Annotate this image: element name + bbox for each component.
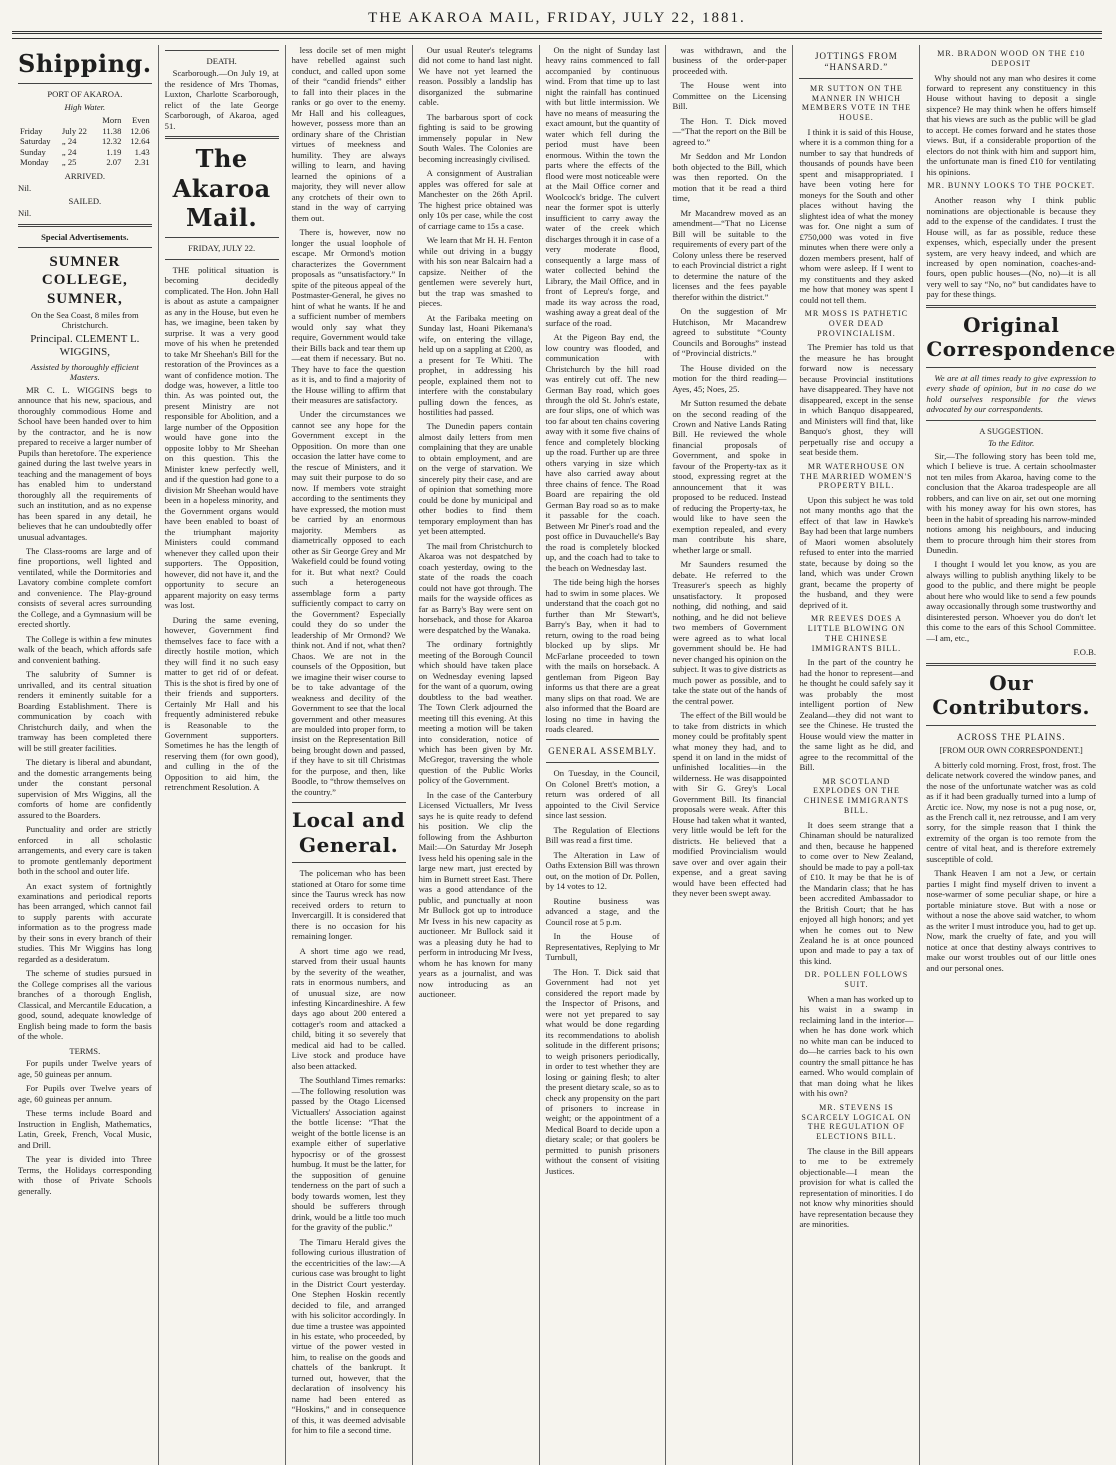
letter-paragraph: Sir,—The following story has been told me, which I believe is true. A certain schoolmaster not ten miles from Akaroa, having come to the conclusion that the Akaroa tradespeople are all robbers, and can live on air, set out one morning with his money away for his own stores, has been in the habit of spreading his narrow-minded notions among his neighbours, and inducing them to procure through him their stores from Dunedin. (926, 450, 1096, 555)
college-subtitle: On the Sea Coast, 8 miles from Christchurch. (31, 309, 139, 331)
jotting-subhead: MR. BUNNY LOOKS TO THE POCKET. (927, 181, 1095, 191)
tide-header-row (18, 115, 152, 125)
terms-title: TERMS. (69, 1045, 101, 1056)
letter-title: A SUGGESTION. (979, 425, 1044, 436)
article-paragraph: A bitterly cold morning. Frost, frost, frost. The delicate network covered the window panes, and the nose of the unfortunate watcher was as cold as if it had been gradually turned into a lump of Arctic ice. Now, my nose is not a pug nose, or, as the French call it, nez retrousse, and I am very sorry, for the simple reason that I think the extremity of the organ is too remote from the centre of vital heat, and is therefore extremely susceptible of cold. (926, 759, 1096, 864)
news-item: The Southland Times remarks:—The following resolution was passed by the Otago Licensed Victuallers' Association against the bottle license: “That the weight of the bottle license is an example either of superlative hypocrisy or of the grossest humbug. It must be the latter, for the supposition of genuine tenderness on the part of such a body towards women, lest they should be sufferers through drink, would be a little too much for the gravity of the public.” (291, 1075, 406, 1233)
death-notice: Scarborough.—On July 19, at the residence of Mrs Thomas, Luxton, Charlotte Scarborough, relict of the late George Scarborough, of Akaroa, aged 51. (164, 68, 279, 131)
terms-item: These terms include Board and Instruction in English, Mathematics, Latin, Greek, French, Vocal Music, and Drill. (18, 1108, 152, 1150)
tide-morn: 1.19 (106, 146, 122, 157)
masthead (12, 10, 1102, 39)
tide-day: Friday (20, 125, 43, 136)
divider (165, 50, 279, 51)
article-paragraph: Thank Heaven I am not a Jew, or certain parties I might find myself driven to invent a nose-warmer of some peculiar shape, or hire a portable miniature stove. But with a nose or without a nose the above said watcher, to whom as the writer I must introduce you, had to get up. Now, mark the cruelty of fate, and you will notice at once that destiny always contrives to make our worst troubles out of our little ones and our personal ones. (926, 868, 1096, 973)
assembly-item: Mr Saunders resumed the debate. He referred to the Treasurer's speech as highly unsatisfactory. It proposed nothing, did nothing, and said nothing, and he did not believe two members of Government were agreed as to what local government should be. He had never changed his opinion on the subject. It was to give districts as much power as possible, and to take the state out of the hands of the central power. (672, 559, 787, 706)
news-item: A consignment of Australian apples was offered for sale at Manchester on the 26th April. The highest price obtained was only 10s per case, while the cost of carriage came to 15s a case. (418, 168, 533, 231)
tide-date: July 22 (61, 125, 87, 136)
our-contributors-heading: Our Contributors. (932, 670, 1090, 720)
assembly-item: The Hon. T. Dick moved—“That the report on the Bill be agreed to.” (672, 115, 787, 147)
news-item: The barbarous sport of cock fighting is said to be growing immensely popular in New South Wales. The Colonies are becoming increasingly civilised. (418, 111, 533, 164)
ad-paragraph: The salubrity of Sumner is unrivalled, and its central situation renders it eminently suitable for a Boarding Establishment. There is communication by coach with Christchurch daily, and when the tramway has been completed there will be still greater facilities. (18, 669, 152, 753)
editorial-dateline: FRIDAY, JULY 22. (188, 243, 256, 254)
jotting-subhead: MR. BRADON WOOD ON THE £10 DEPOSIT (937, 49, 1086, 68)
tide-row (18, 157, 152, 167)
assembly-item: Mr Macandrew moved as an amendment—“That no License Bill will be suitable to the requirements of every part of the Colony unless there be reserved to each Provincial district a right to determine the nature of the licenses and the fees payable therefor within the district.” (672, 207, 787, 302)
news-item: The mail from Christchurch to Akaroa was not despatched by coach yesterday, owing to the state of the roads the coach could not have got through. The mails for the wayside offices as far as Barry's Bay were sent on horseback, and those for Akaroa were despatched by the Wanaka. (418, 540, 533, 635)
column-3 (286, 45, 413, 1465)
ad-paragraph: The scheme of studies pursued in the College comprises all the various branches of a thorough English, Classical, and Mercantile Education, a good, sound, adequate knowledge of English being made to form the basis of the whole. (18, 968, 152, 1042)
column-1 (12, 45, 159, 1465)
tide-morn: 2.07 (106, 157, 122, 168)
special-ads-heading: Special Advertisements. (41, 231, 129, 242)
divider (165, 237, 279, 238)
ad-paragraph: MR C. L. WIGGINS begs to announce that his new, spacious, and thoroughly commodious Home and School have been handed over to him by the contractor, and he is now prepared to receive a larger number of Pupils than heretofore. The experience gained during the last twelve years in teaching and the management of boys has enabled him to understand thoroughly all the requirements of such an institution, and as no expense has been spared in any detail, he believes that he can undoubtedly offer unusual advantages. (18, 384, 152, 542)
news-item: The policeman who has been stationed at Otaro for some time since the Taurus wreck has now received orders to return to Invercargill. It is considered that there is no occasion for his remaining longer. (291, 868, 406, 942)
column-8 (920, 45, 1116, 1465)
assembly-item: was withdrawn, and the business of the order-paper proceeded with. (672, 45, 787, 76)
ad-paragraph: The Class-rooms are large and of fine proportions, well lighted and ventilated, while the Dormitories and Lavatory combine complete comfort and convenience. The Play-ground consists of several acres surrounding the College, and a Gymnasium will be erected shortly. (18, 545, 152, 630)
college-title: SUMNER COLLEGE, SUMNER, (41, 254, 128, 307)
editorial-paragraph: There is, however, now no longer the usual loophole of escape. Mr Ormond's motion characterizes the Government proposals as “unsatisfactory.” In spite of the piteous appeal of the Postmaster-General, he gives no hint of what he wants. If he and a sufficient number of members would only say what they require, Government would take their Bills back and tear them up—eat them if necessary. But no. They have to face the question as it is, and to find a majority of the House willing to affirm that their measures are satisfactory. (291, 227, 406, 405)
article-title: ACROSS THE PLAINS. (956, 731, 1066, 742)
masthead-rule (12, 31, 1102, 34)
assembly-item: The House went into Committee on the Licensing Bill. (672, 80, 787, 112)
editor-disclaimer: We are at all times ready to give expression to every shade of opinion, but in no case do we hold ourselves responsible for the views advocated by our correspondents. (926, 372, 1096, 415)
column-2 (159, 45, 286, 1465)
news-item: The ordinary fortnightly meeting of the Borough Council which should have taken place on Wednesday evening lapsed for the want of a quorum, owing doubtless to the bad weather. The Town Clerk adjourned the meeting till this evening. At this meeting a motion will be taken into consideration, notice of which has been given by Mr. McGregor, traversing the whole question of the Public Works policy of the Government. (418, 639, 533, 786)
divider (18, 247, 152, 248)
tide-morn: 11.38 (102, 125, 122, 136)
jotting-subhead: MR. STEVENS IS SCARCELY LOGICAL ON THE REGULATION OF ELECTIONS BILL. (801, 1102, 912, 1142)
tide-even: 1.43 (134, 146, 150, 157)
tide-row (18, 126, 152, 136)
news-item: At the Pigeon Bay end, the low country was flooded, and communication with Christchurch by the hill road was entirely cut off. The new German Bay road, which goes through the old St. John's estate, are four slips, one of which was too far about ten chains covering away with it some five chains of fence and completely blocking up the road. Further up are three others varying in size which have also carried away about three chains of fence. The Road Board are repairing the old German Bay road so as to make it passable for the coach. Between Mr Piner's road and the post office in Duvauchelle's Bay the road is completely blocked up, and the coach had to take to the beach on Wednesday last. (545, 332, 660, 573)
editorial-paragraph: Under the circumstances we cannot see any hope for the Government except in the Opposition. On more than one occasion the latter have come to the rescue of Ministers, and it may suit their purpose to do so now. If members vote straight according to the sentiments they have expressed, the motion must be carried by an enormous majority. Members as diametrically opposed to each other as Sir George Grey and Mr Wakefield could be found voting for it. But what next? Could such a heterogeneous assemblage form a party sufficiently compact to carry on the Government? Especially could they do so under the leadership of Mr Ormond? We think not. And if not, what then? Chaos. We are not in the counsels of the Opposition, but we imagine their wiser course to be to take advantage of the weakness and decility of the Government to see that the local government and other measures are moulded into proper form, to insist on the Representation Bill being brought down and passed, if they have to sit till Christmas for the purpose, and then, like Boodle, to “throw themselves on the country.” (291, 409, 406, 797)
column-4 (413, 45, 540, 1465)
letter-to: To the Editor. (988, 438, 1035, 449)
news-item: We learn that Mr H. H. Fenton while out driving in a buggy with his son near Balcairn had a capsize. Neither of the gentlemen were severely hurt, but the trap was smashed to pieces. (418, 235, 533, 309)
assembly-item: The House divided on the motion for the third reading—Ayes, 45; Noes, 25. (672, 362, 787, 394)
news-item: A short time ago we read, starved from their usual haunts by the severity of the weather, rats in enormous numbers, and of unusual size, are now infesting Kincardineshire. A few days ago about 200 entered a cottager's room and attacked a child, biting it so severely that medical aid had to be called. Live stock and produce have also been attacked. (291, 945, 406, 1071)
assembly-item: The Alteration in Law of Oaths Extension Bill was thrown out, on the motion of Dr. Pollen, by 14 votes to 12. (545, 849, 660, 892)
jotting-subhead: MR SCOTLAND EXPLODES ON THE CHINESE IMMIGRANTS BILL. (803, 776, 910, 815)
divider (165, 136, 279, 139)
tide-even: 2.31 (134, 157, 150, 168)
tide-row (18, 147, 152, 157)
tide-date: „ 24 (61, 136, 77, 147)
news-item: Our usual Reuter's telegrams did not come to hand last night. We have not yet learned the reason. Possibly a landslip has disorganized the submarine cable. (418, 45, 533, 108)
principal-sub: Assisted by thoroughly efficient Masters. (30, 361, 139, 383)
jotting-paragraph: The Premier has told us that the measure he has brought forward now is necessary because Provincial institutions have disappeared. They have not disappeared, except in the sense in which Banquo disappeared, and Ministers will find that, like Banquo's ghost, they will perpetually rise and occupy a seat beside them. (799, 342, 914, 458)
local-general-heading: Local and General. (292, 808, 406, 857)
tide-col-morn: Morn (102, 115, 122, 126)
editorial-paragraph: THE political situation is becoming decidedly complicated. The Hon. John Hall is about as astute a campaigner as any in the House, but even he has, we imagine, been taken by surprise. It was a very good move of his when he pretended to take Mr Sheehan's Bill for the restoration of the Provinces as a want of confidence motion. The dodge was, however, a little too thin. As was pointed out, the present Ministry are not responsible for Abolition, and a large number of the Opposition would have gone into the opposite lobby to Mr Sheehan on this question. This the Minister knew perfectly well, and if the question had gone to a division Mr Sheehan would have been in a hopeless minority, and the Government organs would have been enabled to boast of the triumphant majority Ministers could command whenever they called upon their supporters. The Opposition, however, did not have it, and the opportunity to secure an apparent majority on easy terms was lost. (164, 264, 279, 611)
jotting-paragraph: I think it is said of this House, where it is a common thing for a number to say that hundreds of thousands of pounds have been spent and misappropriated. I have been voting here for moneys for the South and other places without having the slightest idea of what the money was for. One night a sum of £750,000 was voted in five minutes when there were only a dozen members present, half of whom were asleep. If I went to my constituents and they asked me how that money was spent I could not tell them. (799, 126, 914, 305)
tide-col-even: Even (132, 115, 150, 126)
news-item: On the night of Sunday last heavy rains commenced to fall accompanied by continuous wind. From that time up to last night the rainfall has continued with but little intermission. We have no means of measuring the exact amount, but the quantity of water which fell during the period must have been enormous. Within the town the parts where the effects of the flood were most noticeable were at the Mail Office corner and Woolcock's bridge. The culvert near the former spot is utterly insufficient to carry away the water of the creek which discharges through it in case of a very moderate flood, consequently a large mass of water collected behind the Library, the Mail Office, and in front of Lepreu's forge, and made its way across the road, washing away a great deal of the surface of the road. (545, 45, 660, 328)
news-item: The tide being high the horses had to swim in some places. We understand that the coach got no further than Mr Stewart's, Barry's Bay, when it had to return, owing to the road being blocked up by slips. Mr McFarlane proceeded to town with the mails on horseback. A gentleman from Pigeon Bay informs us that there are a great many slips on that road. We are also informed that the Board are losing no time in having the roads cleared. (545, 577, 660, 734)
jotting-subhead: MR WATERHOUSE ON THE MARRIED WOMEN'S PROPERTY BILL. (800, 461, 913, 491)
arrived-label: ARRIVED. (64, 170, 105, 181)
editorial-paragraph: During the same evening, however, Government find themselves face to face with a directly hostile motion, which they will find it no such easy matter to get rid of or defeat. This is the shot is fired by one of their friends and supporters. Certainly Mr Hall and his frequently administered rebuke is Reasonable to the Government supporters. Sometimes he has the length of reserving them (for own good), and culling in the of the Opposition to aid him, the retrenchment Resolution. A (164, 614, 279, 793)
editorial-paragraph: less docile set of men might have rebelled against such conduct, and called upon some of their “candid friends” either to fall into their places in the ranks or go over to the enemy. Mr Hall and his colleagues, however, possess more than an ordinary share of the Christian virtues of meekness and humility. They are always willing to learn, and having learned the opinions of a majority, they will never allow any crotchets of their own to stand in the way of carrying them out. (291, 45, 406, 223)
jotting-paragraph: Why should not any man who desires it come forward to represent any constituency in this House without having to deposit a single sixpence? He may think when he offers himself that his views are such as the public will be glad to accept. He comes forward and he states those views. But, if a considerable proportion of the electors do not think with him and support him, the unfortunate man is fined £10 for ventilating his opinions. (926, 72, 1096, 177)
assembly-item: In the House of Representatives, Replying to Mr Turnbull, (545, 931, 660, 963)
jotting-paragraph: It does seem strange that a Chinaman should be naturalized and then, because he happened to come over to New Zealand, should be made to pay a poll-tax of £10. It may be that he is of the Mandarin class; that he has been accredited Ambassador to the British Court; that he has enjoyed all high honors; and yet when he comes out to New Zealand he is at once pounced upon and made to pay a tax of this kind. (799, 819, 914, 966)
divider (926, 663, 1096, 666)
assembly-item: Mr Sutton resumed the debate on the second reading of the Crown and Native Lands Rating Bill. He reviewed the whole financial proposals of Government, and spoke in favour of the Property-tax as it stood, expressing regret at the announcement that it was proposed to be reduced. Instead of reducing the Property-tax, he would like to have seen the exemption repealed, and every man contribute his share, whether large or small. (672, 398, 787, 555)
shipping-heading: Shipping. (18, 49, 152, 78)
tide-table (18, 115, 152, 167)
assembly-item: The effect of the Bill would be to take from districts in which money could be profitably spent what money they had, and to spend it on land in the midst of unfinished localities—in the wilderness. He was disappointed with Sir G. Grey's Local Government Bill. Its financial proposals were weak. After this House had taken what it wanted, very little would be left for the districts. He believed that a modified Provincialism would save over and over again their expense, and a great saving would have been effected had they never been swept away. (672, 710, 787, 899)
letter-signature: F.O.B. (1073, 647, 1096, 658)
tide-even: 12.06 (130, 125, 150, 136)
tide-day: Saturday (20, 136, 51, 147)
ad-paragraph: The dietary is liberal and abundant, and the domestic arrangements being under the constant personal supervision of Mrs Wiggins, all the comforts of home are confidently assured to the Boarders. (18, 757, 152, 820)
divider (926, 420, 1096, 421)
original-correspondence-heading: Original Correspondence (926, 312, 1116, 362)
jotting-paragraph: Upon this subject he was told not many months ago that the effect of that law in Hawke's Bay had been that large numbers of Maori women absolutely refused to enter into the married state, because by doing so the land, which was under Crown grant, became the property of the husband, and they were deprived of it. (799, 495, 914, 610)
news-item: The Dunedin papers contain almost daily letters from men complaining that they are unable to obtain employment, and are on the verge of starvation. We sincerely pity their case, and are of opinion that something more could be done by municipal and other bodies to find them temporary employment than has yet been attempted. (418, 421, 533, 537)
jotting-paragraph: When a man has worked up to his waist in a swamp in reclaiming land in the interior—when he has done work which no white man can be induced to do—he carries back to his own country the small pittance he has earned. Who would complain of that man doing what he likes with his own? (799, 993, 914, 1099)
article-byline: [FROM OUR OWN CORRESPONDENT.] (939, 745, 1083, 755)
tide-row (18, 136, 152, 146)
divider (926, 367, 1096, 368)
tide-morn: 12.32 (102, 136, 122, 147)
akaroa-mail-heading: The Akaroa Mail. (172, 144, 271, 232)
column-5 (540, 45, 667, 1465)
divider (926, 305, 1096, 308)
ad-paragraph: Punctuality and order are strictly enforced in all scholastic arrangements, and every care is taken to promote gentlemanly deportment both in the school and outer life. (18, 824, 152, 877)
divider (292, 862, 406, 863)
columns (12, 45, 1116, 1465)
assembly-item: On Tuesday, in the Council, On Colonel Brett's motion, a return was ordered of all appointed to the Civil Service since last session. (545, 768, 660, 821)
jotting-paragraph: Another reason why I think public nominations are objectionable is because they add to the expense of the candidates. I trust the House will, as far as possible, reduce these expenses, which, especially under the present system, are very heavy indeed, and which are increased by open nomination, coaches-and-fours, open public houses—(No, no)—it is all very well to say “No, no” but candidates have to pay for these things. (926, 195, 1096, 300)
masthead-title: THE AKAROA MAIL, FRIDAY, JULY 22, 1881. (368, 10, 746, 26)
principal-name: Principal. CLEMENT L. WIGGINS, (30, 332, 140, 359)
jottings-heading: JOTTINGS FROM “HANSARD.” (815, 51, 898, 72)
assembly-item: Routine business was advanced a stage, and the Council rose at 5 p.m. (545, 895, 660, 927)
column-7 (793, 45, 920, 1465)
port-title: PORT OF AKAROA. (47, 89, 123, 100)
divider (546, 739, 660, 740)
assembly-item: On the suggestion of Mr Hutchison, Mr Macandrew agreed to substitute “County Councils and Boroughs” instead of “Provincial districts.” (672, 306, 787, 359)
assembly-item: The Hon. T. Dick said that Government had not yet considered the report made by the Inspector of Prisons, and were not yet prepared to say what would be done regarding its recommendations to abolish solitude in the different prisons; to weigh prisoners periodically, in order to test whether they are losing or gaining flesh; to alter the present dietary scale, so as to check any propensity on the part of prisoners to increase in weight; or the appointment of a Medical Board to decide upon a dietary scale; or that goolers be permitted to punish prisoners without the consent of visiting Justices. (545, 966, 660, 1176)
letter-paragraph: I thought I would let you know, as you are always willing to publish anything likely to be good to the public, and there might be people about here who would like to send a few pounds away occasionally through some trustworthy and disinterested person. Whoever you do don't let this come to the ears of this School Committee.—I am, etc., (926, 559, 1096, 643)
terms-item: The year is divided into Three Terms, the Holidays corresponding with those of Private Schools generally. (18, 1154, 152, 1196)
jotting-subhead: MR MOSS IS PATHETIC OVER DEAD PROVINCIALISM. (804, 309, 909, 338)
assembly-item: The Regulation of Elections Bill was read a first time. (545, 824, 660, 846)
sailed-label: SAILED. (68, 195, 102, 206)
tide-day: Sunday (20, 146, 46, 157)
sailed-value: Nil. (18, 208, 32, 219)
tide-date: „ 24 (61, 146, 77, 157)
jotting-paragraph: The clause in the Bill appears to me to be extremely objectionable—I mean the provision for what is called the representation of minorities. I do not know why minorities should have representation because they are minorities. (799, 1145, 914, 1230)
high-water-label: High Water. (64, 101, 106, 112)
divider (799, 78, 913, 79)
arrived-value: Nil. (18, 183, 32, 194)
divider (292, 802, 406, 803)
jotting-paragraph: In the part of the country he had the honor to represent—and he thought he could safely say it was probably the most intelligent portion of New Zealand—they did not want to see the Chinese. He trusted the House would view the matter in the same light as he did, and agree to the recommittal of the Bill. (799, 657, 914, 773)
divider (165, 259, 279, 260)
news-item: The Timaru Herald gives the following curious illustration of the eccentricities of the law:—A curious case was brought to light in the District Court yesterday. One Stephen Hoskin recently decided to file, and arranged with his solicitor accordingly. In due time a trustee was appointed in his estate, who proceeded, by virtue of the power vested in him, to realise on the goods and chattels of the bankrupt. It turned out, however, that the declaration of insolvency his name had been entered as “Hoskins,” and in consequence of this, it was deemed advisable for him to file a second time. (291, 1236, 406, 1436)
news-item: In the case of the Canterbury Licensed Victuallers, Mr Ivess says he is quite ready to defend his position. We clip the following from the Ashburton Mail:—On Saturday Mr Joseph Ivess held his opening sale in the large new mart, just erected by him in Burnett street East. There was a good attendance of the public, and punctually at noon Mr Bullock got up to introduce Mr Ivess in his new capacity as auctioneer. Mr Bullock said it was a pleasing duty he had to perform in introducing Mr Ivess, whom he has known for many years as a journalist, and was now introducing as an auctioneer. (418, 789, 533, 1000)
death-heading: DEATH. (206, 56, 237, 66)
terms-item: For pupils under Twelve years of age, 50 guineas per annum. (18, 1058, 152, 1079)
column-6 (666, 45, 793, 1465)
divider (546, 762, 660, 763)
jotting-subhead: DR. POLLEN FOLLOWS SUIT. (804, 970, 909, 990)
divider (18, 224, 152, 227)
jotting-subhead: MR REEVES DOES A LITTLE BLOWING ON THE CHINESE IMMIGRANTS BILL. (807, 614, 906, 653)
tide-day: Monday (20, 157, 49, 168)
divider (926, 725, 1096, 726)
assembly-item: Mr Seddon and Mr London both objected to the Bill, which was then reported. On the motion that it be read a third time, (672, 151, 787, 204)
divider (18, 83, 152, 84)
terms-item: For Pupils over Twelve years of age, 60 guineas per annum. (18, 1083, 152, 1104)
news-item: At the Faribaka meeting on Sunday last, Hoani Pikemana's wife, on entering the village, held up on a sappling at £200, as a present for Te Whiti. The prophet, in addressing his people, explained them not to interfere with the constabulary pulling down the fences, as hostilities had passed. (418, 312, 533, 417)
ad-paragraph: The College is within a few minutes walk of the beach, which affords safe and convenient bathing. (18, 633, 152, 665)
tide-date: „ 25 (61, 157, 77, 168)
jotting-subhead: MR SUTTON ON THE MANNER IN WHICH MEMBERS VOTE IN THE HOUSE. (801, 83, 911, 123)
general-assembly-heading: GENERAL ASSEMBLY. (548, 746, 657, 757)
ad-paragraph: An exact system of fortnightly examinations and periodical reports has been arranged, which cannot fail to supply parents with accurate information as to the progress made by their sons in every branch of their studies. This Mr Wiggins has long regarded as a desideratum. (18, 880, 152, 964)
tide-even: 12.64 (130, 136, 150, 147)
